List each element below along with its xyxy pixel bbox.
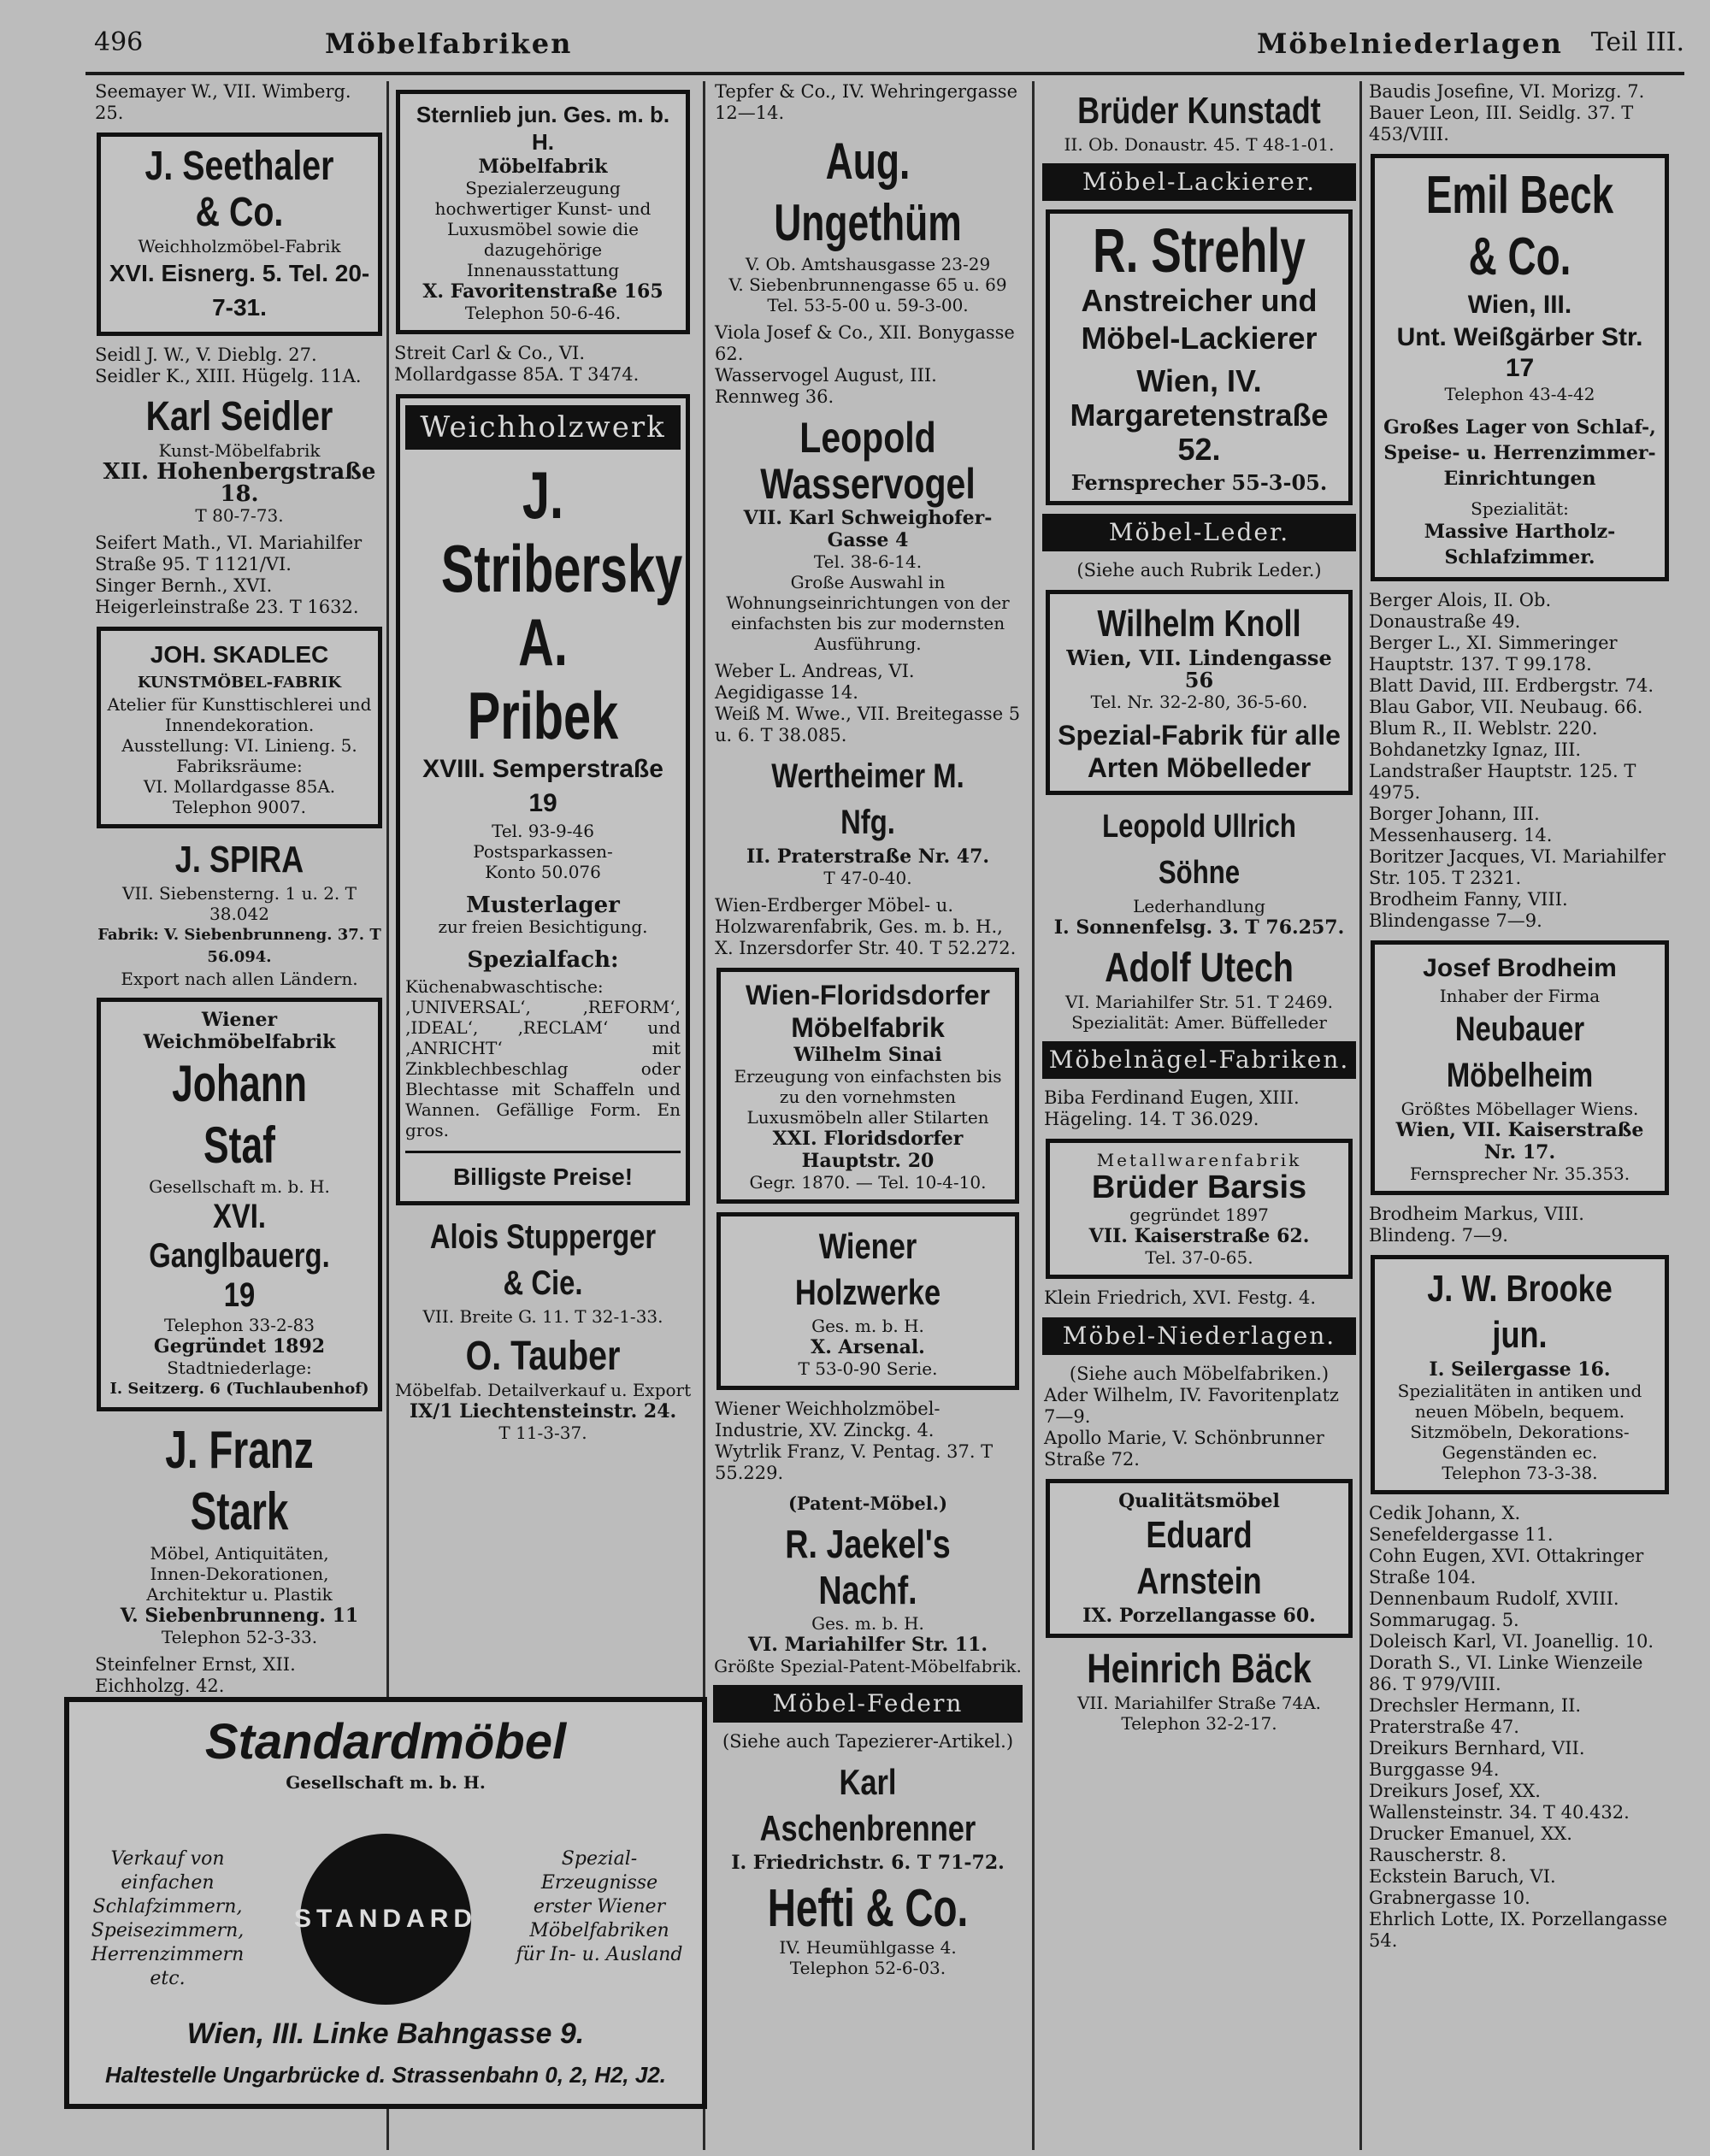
- left-section-title: Möbelfabriken: [325, 27, 573, 60]
- listing-entry: Tepfer & Co., IV. Wehringergasse 12—14.: [715, 81, 1017, 123]
- listing-entry: Dreikurs Bernhard, VII. Burggasse 94.: [1369, 1738, 1585, 1780]
- ad-sternlieb: [396, 90, 690, 334]
- listing-entry: Eckstein Baruch, VI. Grabnergasse 10.: [1369, 1866, 1556, 1908]
- ad-address: Wien, III.: [1467, 291, 1572, 319]
- listing-entry: Dorath S., VI. Linke Wienzeile 86. T 979/VIII.: [1369, 1652, 1643, 1694]
- ad-title: Wertheimer M. Nfg.: [771, 757, 964, 841]
- ad-arnstein: [1046, 1479, 1353, 1638]
- ad-strehly: [1046, 209, 1353, 505]
- ad-title: Eduard Arnstein: [1136, 1514, 1262, 1602]
- ad-line: Spezialitäten in antiken und neuen Möbeln, bequem. Sitzmöbeln, Dekorations-Gegenständen ec.: [1397, 1381, 1642, 1463]
- listing-entry: Drechsler Hermann, II. Praterstraße 47.: [1369, 1695, 1582, 1737]
- listing-entry: Blatt David, III. Erdbergstr. 74.: [1369, 675, 1654, 696]
- ad-title: Emil Beck & Co.: [1425, 166, 1614, 286]
- ad-ulrich: [1042, 804, 1356, 939]
- ad-line: Qualitätsmöbel: [1118, 1490, 1280, 1512]
- ad-address: VII. Breite G. 11. T 32-1-33.: [422, 1306, 663, 1327]
- ad-line: Gesellschaft m. b. H.: [149, 1176, 330, 1197]
- ad-address: Unt. Weißgärber Str. 17: [1396, 323, 1643, 382]
- ad-phone: Telephon 50-6-46.: [464, 303, 622, 323]
- listing-entry: Steinfelner Ernst, XII. Eichholzg. 42.: [95, 1654, 296, 1696]
- ad-address: IX. Porzellangasse 60.: [1082, 1605, 1316, 1627]
- listing-entry: Bohdanetzky Ignaz, III. Landstraßer Hauptstr. 125. T 4975.: [1369, 739, 1636, 803]
- ad-title: Karl Aschenbrenner: [759, 1762, 976, 1848]
- listing-entry: Seidler K., XIII. Hügelg. 11A.: [95, 366, 362, 386]
- part-label: Teil III.: [1590, 27, 1684, 57]
- ad-brodheim: [1371, 940, 1669, 1195]
- ad-seethaler: [97, 133, 382, 336]
- ad-address: VI. Mariahilfer Str. 11.: [747, 1634, 988, 1656]
- ad-title: J. Stribersky: [440, 457, 683, 606]
- ad-address: I. Sonnenfelsg. 3. T 76.257.: [1053, 916, 1345, 939]
- ad-line: Ges. m. b. H.: [811, 1613, 924, 1634]
- ad-ungethuem: [713, 131, 1023, 315]
- ad-holzwerke: [716, 1212, 1019, 1390]
- ad-title: J. SPIRA: [174, 839, 304, 881]
- ad-phone: Telephon 43-4-42: [1444, 384, 1595, 404]
- ad-address: V. Siebenbrunneng. 11: [120, 1605, 359, 1627]
- ad-line: Möbelfabrik: [478, 156, 608, 178]
- ad-address: II. Praterstraße Nr. 47.: [746, 845, 990, 868]
- right-section-title: Möbelniederlagen: [1257, 27, 1563, 60]
- ad-line: Größte Spezial-Patent-Möbelfabrik.: [714, 1656, 1022, 1676]
- listing-entry: Ehrlich Lotte, IX. Porzellangasse 54.: [1369, 1909, 1668, 1951]
- ad-title: A. Pribek: [467, 604, 619, 753]
- section-note: (Siehe auch Rubrik Leder.): [1076, 560, 1322, 580]
- listing-entry: Brodheim Fanny, VIII. Blindengasse 7—9.: [1369, 889, 1568, 931]
- ad-address: XXI. Floridsdorfer Hauptstr. 20: [772, 1128, 964, 1172]
- ad-line: Spezialität:: [1471, 498, 1569, 519]
- column-4: [1039, 81, 1359, 1741]
- ad-address: V. Siebenbrunnengasse 65 u. 69: [728, 274, 1007, 295]
- listing-entry: Ader Wilhelm, IV. Favoritenplatz 7—9.: [1044, 1385, 1339, 1427]
- ad-left-text: Verkauf von einfachen Schlafzimmern, Speisezimmern, Herrenzimmern etc.: [91, 1848, 245, 1989]
- ad-line: Fabrik: V. Siebenbrunneng. 37. T 56.094.: [97, 926, 381, 966]
- ad-title: Adolf Utech: [1105, 945, 1294, 991]
- listing-entry: Klein Friedrich, XVI. Festg. 4.: [1044, 1287, 1316, 1308]
- ad-phone: Telephon 73-3-38.: [1442, 1463, 1598, 1483]
- listing-entry: Dennenbaum Rudolf, XVIII. Sommarugag. 5.: [1369, 1588, 1619, 1630]
- section-band: Möbelnägel-Fabriken.: [1042, 1041, 1356, 1079]
- listing-entry: Berger Alois, II. Ob. Donaustraße 49.: [1369, 590, 1552, 632]
- ad-spira: [93, 837, 386, 989]
- ad-line: Innen-Dekorationen,: [150, 1564, 329, 1584]
- listing-entry: Wytrlik Franz, V. Pentag. 37. T 55.229.: [715, 1441, 994, 1483]
- ad-address: VII. Mariahilfer Straße 74A.: [1076, 1693, 1322, 1713]
- section-band: Möbel-Lackierer.: [1042, 163, 1356, 201]
- ad-line: zur freien Besichtigung.: [438, 916, 648, 937]
- ad-seidler: [93, 394, 386, 526]
- ad-phone: Fernsprecher Nr. 35.353.: [1409, 1163, 1630, 1184]
- ad-phone: T 11-3-37.: [498, 1423, 587, 1443]
- ad-line: Möbelfab. Detailverkauf u. Export: [394, 1380, 692, 1400]
- ad-stribersky: [396, 394, 690, 1205]
- ad-address: Wien, VII. Lindengasse 56: [1066, 645, 1332, 692]
- section-note: (Siehe auch Tapezierer-Artikel.): [722, 1731, 1014, 1752]
- ad-line: Anstreicher und Möbel-Lackierer: [1081, 283, 1318, 356]
- section-note: (Siehe auch Möbelfabriken.): [1069, 1364, 1330, 1384]
- listing-entry: Borger Johann, III. Messenhauserg. 14.: [1369, 804, 1553, 845]
- ad-title: Brüder Barsis: [1091, 1169, 1307, 1205]
- ad-title: Josef Brodheim: [1423, 954, 1617, 982]
- ad-address: XVI. Ganglbauerg. 19: [149, 1198, 330, 1314]
- page-header: [94, 27, 1684, 70]
- ad-phone: Tel. 37-0-65.: [1145, 1247, 1253, 1268]
- ad-title: O. Tauber: [465, 1334, 621, 1379]
- ad-knoll: [1046, 590, 1353, 795]
- ad-line: VI. Mollardgasse 85A.: [143, 776, 336, 797]
- ad-line: Massive Hartholz-Schlafzimmer.: [1424, 521, 1616, 568]
- ad-wasservogel: [713, 415, 1023, 654]
- ad-phone: Telephon 9007.: [172, 797, 307, 817]
- ad-line: VII. Siebensterng. 1 u. 2. T 38.042: [122, 883, 357, 924]
- ad-phone: Tel. 38-6-14.: [813, 551, 923, 572]
- column-3: [710, 81, 1026, 1985]
- ad-address: XVI. Eisnerg. 5. Tel. 20-7-31.: [109, 260, 370, 321]
- ad-title: Hefti & Co.: [767, 1879, 969, 1938]
- ad-phone: Tel. 93-9-46: [492, 821, 594, 841]
- listing-entry: Wiener Weichholzmöbel-Industrie, XV. Zinckg. 4.: [715, 1399, 940, 1440]
- ad-title: J. Seethaler & Co.: [144, 144, 334, 235]
- ad-address: XII. Hohenbergstraße 18.: [103, 459, 376, 507]
- ad-slogan: Billigste Preise!: [405, 1151, 681, 1194]
- listing-entry: Blum R., II. Weblstr. 220.: [1369, 718, 1598, 739]
- ad-address: X. Arsenal.: [811, 1336, 925, 1358]
- listing-entry: Doleisch Karl, VI. Joanellig. 10.: [1369, 1631, 1654, 1652]
- section-heading: (Patent-Möbel.): [787, 1493, 948, 1514]
- ad-phone: T 53-0-90 Serie.: [798, 1358, 938, 1379]
- ad-line: Ges. m. b. H.: [811, 1316, 924, 1336]
- listing-entry: Wasservogel August, III. Rennweg 36.: [715, 365, 937, 407]
- section-band: Möbel-Niederlagen.: [1042, 1317, 1356, 1355]
- ad-line: Postsparkassen-: [473, 841, 613, 862]
- ad-line: Metallwarenfabrik: [1096, 1150, 1302, 1170]
- listing-entry: Streit Carl & Co., VI. Mollardgasse 85A. T 3474.: [394, 343, 640, 385]
- ad-utech: [1042, 945, 1356, 1033]
- listing-entry: Singer Bernh., XVI. Heigerleinstraße 23. T 1632.: [95, 575, 359, 617]
- ad-aschenbrenner: [713, 1759, 1023, 1874]
- ad-line: Weichholzmöbel-Fabrik: [138, 236, 341, 256]
- ad-title: J. W. Brooke jun.: [1427, 1268, 1613, 1356]
- ad-line: Lederhandlung: [1133, 896, 1265, 916]
- ad-title: Aug. Ungethüm: [774, 133, 962, 251]
- ad-title: R. Strehly: [1093, 217, 1306, 286]
- listing-entry: Baudis Josefine, VI. Morizg. 7.: [1369, 81, 1645, 102]
- ad-title: JOH. SKADLEC: [150, 641, 329, 668]
- ad-address: Wien, IV.: [1136, 363, 1262, 398]
- ad-right-text: Spezial-Erzeugnisse erster Wiener Möbelfabriken für In- u. Ausland: [516, 1848, 683, 1965]
- ad-title: Wilhelm Knoll: [1097, 603, 1301, 645]
- ad-jaekel: [713, 1521, 1023, 1676]
- page-number: 496: [94, 27, 144, 57]
- ad-line: Erzeugung von einfachsten bis zu den vornehmsten Luxusmöbeln aller Stilarten: [734, 1066, 1002, 1128]
- ad-stark: [93, 1420, 386, 1647]
- ad-line: Große Auswahl in Wohnungseinrichtungen von der einfachsten bis zur modernsten Ausführung.: [726, 572, 1010, 654]
- ad-title: R. Jaekel's Nachf.: [785, 1522, 951, 1612]
- listing-entry: Apollo Marie, V. Schönbrunner Straße 72.: [1044, 1428, 1324, 1470]
- ad-line: Architektur u. Plastik: [146, 1584, 333, 1605]
- ad-line: Größtes Möbellager Wiens.: [1400, 1099, 1639, 1119]
- ad-phone: Telephon 32-2-17.: [1121, 1713, 1277, 1734]
- ad-title: Alois Stupperger & Cie.: [429, 1218, 657, 1302]
- listing-entry: Weiß M. Wwe., VII. Breitegasse 5 u. 6. T 38.085.: [715, 704, 1021, 745]
- ad-line: Spezial-Fabrik für alle Arten Möbelleder: [1058, 720, 1341, 783]
- listing-entry: Seemayer W., VII. Wimberg. 25.: [95, 81, 351, 123]
- ad-line: Haltestelle Ungarbrücke d. Strassenbahn 0, 2, H2, J2.: [104, 2062, 667, 2088]
- ad-banner: Weichholzwerk: [405, 405, 681, 450]
- ad-line: gegründet 1897: [1129, 1205, 1269, 1225]
- ad-title: J. Franz Stark: [165, 1421, 314, 1541]
- listing-entry: Berger L., XI. Simmeringer Hauptstr. 137. T 99.178.: [1369, 633, 1618, 674]
- ad-title: Leopold Ullrich Söhne: [1102, 809, 1296, 891]
- listing-entry: Wien-Erdberger Möbel- u. Holzwarenfabrik, Ges. m. b. H., X. Inzersdorfer Str. 40. T 52.272.: [715, 895, 1017, 958]
- ad-address: Margaretenstraße 52.: [1070, 398, 1329, 467]
- listing-entry: Dreikurs Josef, XX. Wallensteinstr. 34. T 40.432.: [1369, 1781, 1630, 1823]
- column-1: [90, 81, 389, 1697]
- ad-address: V. Ob. Amtshausgasse 23-29: [745, 254, 991, 274]
- ad-line: Gegründet 1892: [153, 1335, 326, 1358]
- ad-title: Brüder Kunstadt: [1077, 90, 1321, 132]
- listing-entry: Boritzer Jacques, VI. Mariahilfer Str. 105. T 2321.: [1369, 846, 1666, 888]
- listing-entry: Blau Gabor, VII. Neubaug. 66.: [1369, 697, 1643, 717]
- ad-standardmoebel: [64, 1697, 707, 2109]
- ad-stupperger: [392, 1214, 693, 1327]
- ad-barsis: [1046, 1139, 1353, 1279]
- ad-address: IV. Heumühlgasse 4.: [779, 1937, 957, 1958]
- ad-phone: Tel. Nr. 32-2-80, 36-5-60.: [1090, 692, 1308, 712]
- ad-wertheimer: [713, 753, 1023, 888]
- ad-address: Wien, VII. Kaiserstraße Nr. 17.: [1395, 1119, 1644, 1163]
- ad-phone: Telephon 33-2-83: [164, 1315, 315, 1335]
- ad-line: Atelier für Kunsttischlerei und Innendekoration.: [107, 694, 372, 735]
- ad-line: Möbel, Antiquitäten,: [150, 1543, 329, 1564]
- listing-entry: Biba Ferdinand Eugen, XIII. Hägeling. 14. T 36.029.: [1044, 1087, 1300, 1129]
- listing-entry: Bauer Leon, III. Seidlg. 37. T 453/VIII.: [1369, 103, 1634, 144]
- listing-entry: Seifert Math., VI. Mariahilfer Straße 95. T 1121/VI.: [95, 533, 363, 574]
- ad-title: Wiener Holzwerke: [794, 1226, 941, 1312]
- ad-phone: Tel. 53-5-00 u. 59-3-00.: [767, 295, 969, 315]
- ad-line: Musterlager: [466, 892, 620, 918]
- ad-title: Karl Seidler: [145, 394, 333, 439]
- ad-title: Leopold Wasservogel: [760, 414, 976, 508]
- ad-hefti: [713, 1881, 1023, 1978]
- ad-line: Gesellschaft m. b. H.: [286, 1772, 486, 1793]
- ad-line: KUNSTMÖBEL-FABRIK: [137, 674, 342, 692]
- ad-title: Standardmöbel: [204, 1714, 567, 1770]
- ad-address: II. Ob. Donaustr. 45. T 48-1-01.: [1064, 134, 1335, 155]
- ad-line: Wiener Weichmöbelfabrik: [143, 1009, 336, 1053]
- ad-line: Inhaber der Firma: [1439, 986, 1601, 1006]
- ad-line: Neubauer Möbelheim: [1446, 1010, 1594, 1094]
- ad-line: Kunst-Möbelfabrik: [158, 440, 321, 461]
- column-divider: [1359, 81, 1362, 2150]
- ad-floridsdorf: [716, 968, 1019, 1204]
- ad-line: Stadtniederlage:: [167, 1358, 312, 1378]
- ad-line: Ausstellung: VI. Linieng. 5.: [121, 735, 357, 756]
- ad-address: XVIII. Semperstraße 19: [422, 755, 663, 817]
- ad-phone: Gegr. 1870. — Tel. 10-4-10.: [749, 1172, 987, 1193]
- ad-brooke: [1371, 1255, 1669, 1494]
- section-band: Möbel-Federn: [713, 1685, 1023, 1723]
- header-rule: [86, 72, 1684, 75]
- ad-address: I. Friedrichstr. 6. T 71-72.: [731, 1852, 1005, 1874]
- ad-line: Küchenabwaschtische: ‚UNIVERSAL‘, ‚REFORM‘, ‚IDEAL‘, ‚RECLAM‘ und ‚ANRICHT‘ mit Zinkblechbeschlag oder Blechtasse mit Schaffeln und Wannen. Gefällige Form. En gros.: [405, 976, 681, 1140]
- ad-phone: T 47-0-40.: [823, 868, 912, 888]
- ad-address: VII. Kaiserstraße 62.: [1088, 1225, 1310, 1247]
- ad-staf: [97, 998, 382, 1411]
- listing-entry: Seidl J. W., V. Dieblg. 27.: [95, 345, 317, 365]
- ad-phone: Fernsprecher 55-3-05.: [1070, 470, 1328, 495]
- ad-address: IX/1 Liechtensteinstr. 24.: [409, 1400, 677, 1423]
- ad-phone: Telephon 52-3-33.: [161, 1627, 318, 1647]
- standard-logo-icon: [293, 1830, 478, 2008]
- ad-skadlec: [97, 627, 382, 828]
- column-5: [1364, 81, 1676, 1952]
- ad-baeck: [1042, 1646, 1356, 1734]
- ad-line: Wilhelm Sinai: [793, 1044, 942, 1066]
- listing-entry: Cohn Eugen, XVI. Ottakringer Straße 104.: [1369, 1546, 1644, 1588]
- listing-entry: Cedik Johann, X. Senefeldergasse 11.: [1369, 1503, 1554, 1545]
- ad-title: Sternlieb jun. Ges. m. b. H.: [416, 102, 670, 155]
- ad-phone: Telephon 52-6-03.: [789, 1958, 946, 1978]
- logo-text: STANDARD: [300, 1834, 471, 2005]
- ad-address: I. Seilergasse 16.: [1429, 1358, 1611, 1381]
- ad-address: VII. Karl Schweighofer-Gasse 4: [743, 507, 993, 551]
- ad-title: Heinrich Bäck: [1087, 1646, 1312, 1692]
- ad-line: Spezialfach:: [467, 947, 619, 973]
- column-2: [389, 81, 697, 1450]
- column-divider: [1032, 81, 1035, 2150]
- ad-phone: T 80-7-73.: [195, 505, 284, 526]
- listing-entry: Viola Josef & Co., XII. Bonygasse 62.: [715, 322, 1015, 364]
- ad-line: Konto 50.076: [485, 862, 601, 882]
- ad-address: X. Favoritenstraße 165: [422, 280, 663, 303]
- ad-line: Export nach allen Ländern.: [121, 969, 358, 989]
- section-band: Möbel-Leder.: [1042, 514, 1356, 551]
- ad-line: I. Seitzerg. 6 (Tuchlaubenhof): [109, 1380, 369, 1398]
- listing-entry: Weber L. Andreas, VI. Aegidigasse 14.: [715, 661, 915, 703]
- ad-kunstadt: [1042, 88, 1356, 155]
- ad-line: Spezialerzeugung hochwertiger Kunst- und Luxusmöbel sowie die dazugehörige Innenausstattung: [434, 178, 652, 280]
- ad-title: Johann Staf: [172, 1055, 307, 1174]
- ad-line: Großes Lager von Schlaf-, Speise- u. Herrenzimmer-Einrichtungen: [1383, 416, 1656, 490]
- ad-address: Wien, III. Linke Bahngasse 9.: [186, 2018, 585, 2050]
- listing-entry: Drucker Emanuel, XX. Rauscherstr. 8.: [1369, 1823, 1572, 1865]
- ad-beck: [1371, 154, 1669, 581]
- ad-title: Wien-Floridsdorfer Möbelfabrik: [746, 980, 990, 1043]
- ad-line: Spezialität: Amer. Büffelleder: [1071, 1012, 1327, 1033]
- ad-tauber: [392, 1334, 693, 1443]
- ad-address: VI. Mariahilfer Str. 51. T 2469.: [1064, 992, 1334, 1012]
- ad-line: Fabriksräume:: [176, 756, 303, 776]
- listing-entry: Brodheim Markus, VIII. Blindeng. 7—9.: [1369, 1204, 1584, 1246]
